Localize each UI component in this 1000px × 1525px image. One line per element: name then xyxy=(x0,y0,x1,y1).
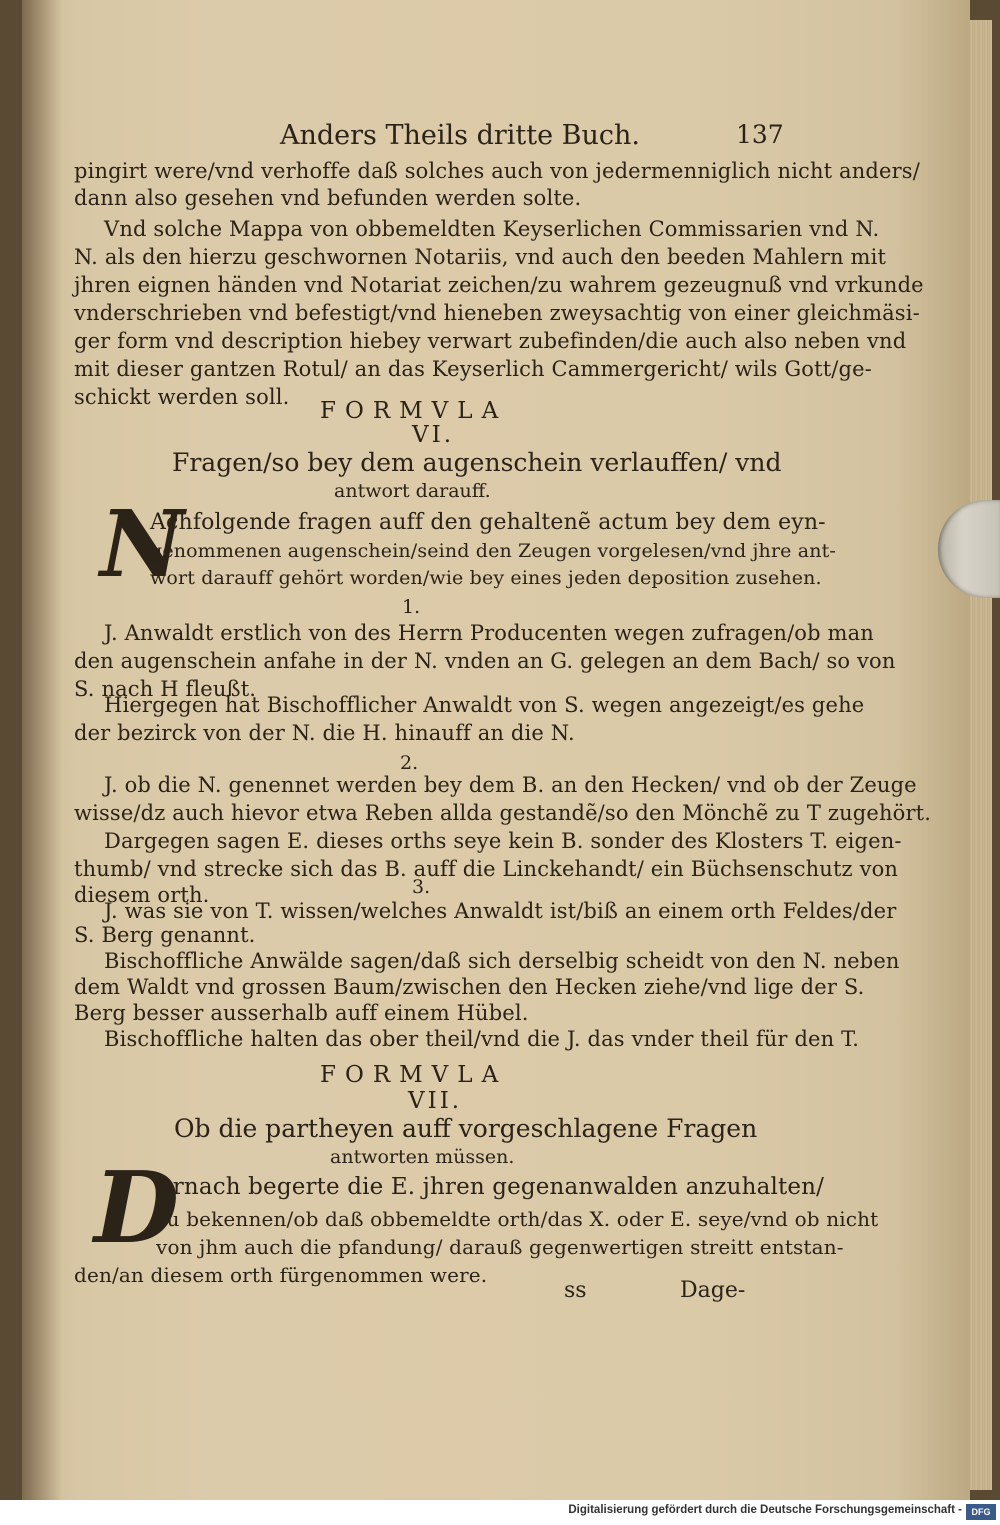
page-edges xyxy=(968,20,992,1490)
text-line: Vnd solche Mappa von obbemeldten Keyserlichen Commissarien vnd N. xyxy=(104,217,880,241)
text-line: J. ob die N. genennet werden bey dem B. an den Hecken/ vnd ob der Zeuge xyxy=(104,773,917,797)
page-gutter xyxy=(22,0,62,1500)
footer-bar xyxy=(0,1500,1000,1525)
text-line: der bezirck von der N. die H. hinauff an die N. xyxy=(74,721,575,745)
page-number: 137 xyxy=(736,120,784,149)
text-line: pingirt were/vnd verhoffe daß solches auch von jedermenniglich nicht anders/ xyxy=(74,159,920,183)
text-line: Bischoffliche halten das ober theil/vnd die J. das vnder theil für den T. xyxy=(104,1027,860,1051)
text-line: wort darauff gehört worden/wie bey eines jeden deposition zusehen. xyxy=(150,567,822,589)
text-line: den augenschein anfahe in der N. vnden an G. gelegen an dem Bach/ so von xyxy=(74,649,896,673)
text-line: thumb/ vnd strecke sich das B. auff die Linckehandt/ ein Büchsenschutz von xyxy=(74,857,899,881)
formula-subtitle-2: antworten müssen. xyxy=(330,1146,515,1168)
text-line: S. nach H fleußt. xyxy=(74,677,257,701)
text-line: J. was sie von T. wissen/welches Anwaldt ist/biß an einem orth Feldes/der xyxy=(104,899,897,923)
text-line: Achfolgende fragen auff den gehaltenẽ actum bey dem eyn- xyxy=(150,510,826,535)
text-line: zu bekennen/ob daß obbemeldte orth/das X. oder E. seye/vnd ob nicht xyxy=(156,1207,879,1231)
text-line: wisse/dz auch hievor etwa Reben allda gestandẽ/so den Mönchẽ zu T zugehört. xyxy=(74,801,932,825)
text-line: ger form vnd description hiebey verwart zubefinden/die auch also neben vnd xyxy=(74,329,907,353)
text-line: mit dieser gantzen Rotul/ an das Keyserlich Cammergericht/ wils Gott/ge- xyxy=(74,357,872,381)
text-line: jhren eignen händen vnd Notariat zeichen/zu wahrem gezeugnuß vnd vrkunde xyxy=(74,273,924,297)
text-line: genommenen augenschein/seind den Zeugen vorgelesen/vnd jhre ant- xyxy=(150,540,836,562)
text-line: diesem orth. xyxy=(74,883,210,907)
text-line: schickt werden soll. xyxy=(74,385,290,409)
book-page xyxy=(22,0,970,1500)
catchword: Dage- xyxy=(680,1278,746,1303)
decorated-initial-n: N xyxy=(100,490,185,598)
formula-number: VII. xyxy=(408,1088,463,1114)
funding-notice: Digitalisierung gefördert durch die Deutsche Forschungsgemeinschaft - xyxy=(568,1504,962,1516)
text-line: dann also gesehen vnd befunden werden solte. xyxy=(74,186,582,210)
text-line: dem Waldt vnd grossen Baum/zwischen den Hecken ziehe/vnd lige der S. xyxy=(74,975,865,999)
formula-heading: FORMVLA xyxy=(320,398,508,424)
text-line: von jhm auch die pfandung/ darauß gegenwertigen streitt entstan- xyxy=(156,1235,844,1259)
text-line: S. Berg genannt. xyxy=(74,923,256,947)
question-number: 2. xyxy=(400,752,419,774)
text-line: Arnach begerte die E. jhren gegenanwalden anzuhalten/ xyxy=(156,1174,824,1200)
formula-subtitle-2: antwort darauff. xyxy=(334,480,491,502)
text-line: den/an diesem orth fürgenommen were. xyxy=(74,1263,488,1287)
question-number: 1. xyxy=(402,596,421,618)
text-line: vnderschrieben vnd befestigt/vnd hieneben zweysachtig von einer gleichmäsi- xyxy=(74,301,920,325)
dfg-logo-icon: DFG xyxy=(966,1504,996,1520)
text-line: Berg besser ausserhalb auff einem Hübel. xyxy=(74,1001,529,1025)
formula-subtitle: Ob die partheyen auff vorgeschlagene Fragen xyxy=(174,1114,758,1143)
text-line: Hiergegen hat Bischofflicher Anwaldt von S. wegen angezeigt/es gehe xyxy=(104,693,865,717)
question-number: 3. xyxy=(412,876,431,898)
text-line: Dargegen sagen E. dieses orths seye kein B. sonder des Klosters T. eigen- xyxy=(104,829,902,853)
text-line: J. Anwaldt erstlich von des Herrn Producenten wegen zufragen/ob man xyxy=(104,621,874,645)
formula-number: VI. xyxy=(412,422,455,448)
decorated-initial-d: D xyxy=(94,1151,179,1266)
formula-heading: FORMVLA xyxy=(320,1062,508,1088)
running-title: Anders Theils dritte Buch. xyxy=(280,120,640,151)
formula-subtitle: Fragen/so bey dem augenschein verlauffen/ vnd xyxy=(172,448,782,477)
signature-mark: ss xyxy=(564,1278,587,1303)
text-line: N. als den hierzu geschwornen Notariis, vnd auch den beeden Mahlern mit xyxy=(74,245,887,269)
text-line: Bischoffliche Anwälde sagen/daß sich derselbig scheidt von den N. neben xyxy=(104,949,900,973)
